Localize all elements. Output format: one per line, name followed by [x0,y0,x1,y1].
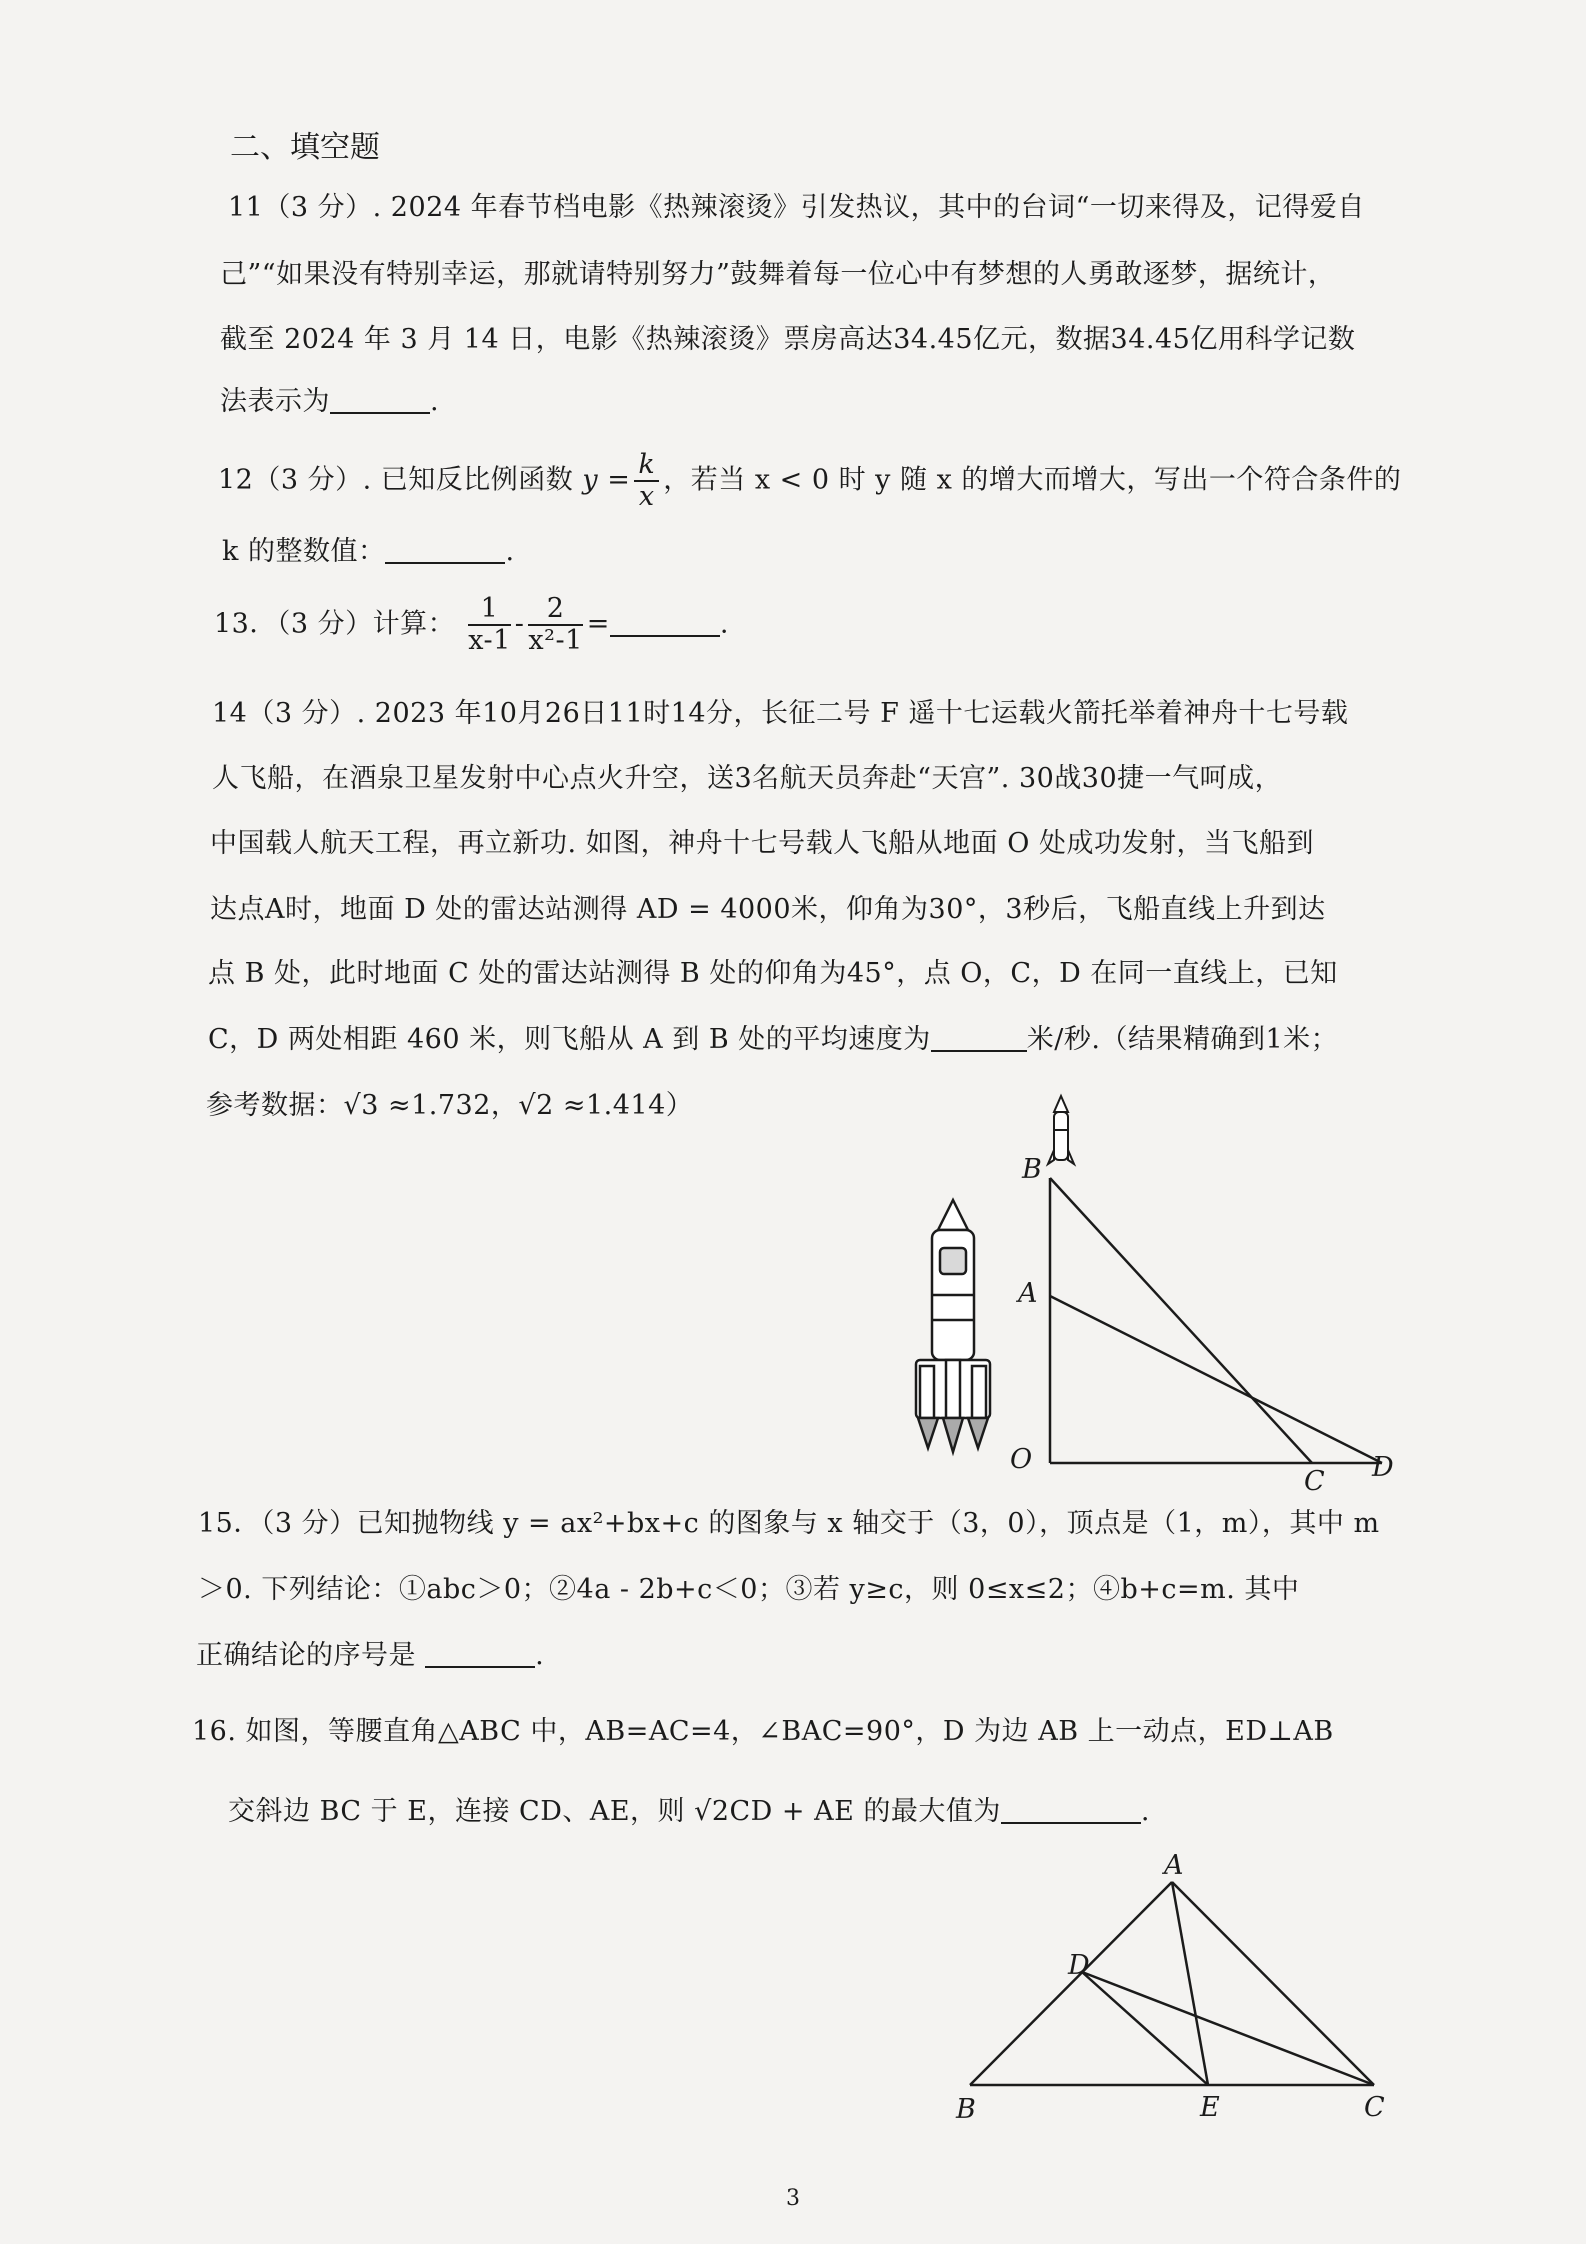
q14-line-6a: C，D 两处相距 460 米，则飞船从 A 到 B 处的平均速度为 [208,1024,931,1055]
q16-line-2 [228,1794,1150,1830]
q15-line-3-text: 正确结论的序号是 [196,1640,416,1671]
q15-answer-blank[interactable] [425,1640,535,1668]
q15-line-3 [196,1638,544,1674]
q16-line-1: 16. 如图，等腰直角△ABC 中，AB=AC=4，∠BAC=90°，D 为边 AB 上一动点，ED⊥AB [192,1716,1334,1747]
q14-line-6b: 米/秒.（结果精确到1米； [1026,1024,1339,1055]
q16-answer-blank[interactable] [1001,1796,1141,1824]
q12-prefix: 12（3 分）. 已知反比例函数 [218,464,574,496]
q16-label-A: A [1164,1850,1184,1881]
q16-label-E: E [1200,2092,1220,2123]
q13-f1-num: 1 [468,594,511,626]
small-rocket-icon [1048,1096,1074,1164]
q13-equals: = [586,608,610,640]
q16-label-D: D [1068,1950,1090,1981]
q15-line-3-end: . [535,1640,545,1671]
q11-line-2: 己”“如果没有特别幸运，那就请特别努力”鼓舞着每一位心中有梦想的人勇敢逐梦，据统计， [220,259,1336,290]
q14-line-4: 达点A时，地面 D 处的雷达站测得 AD = 4000米，仰角为30°，3秒后，飞船直线上升到达 [210,894,1326,925]
q14-label-B: B [1022,1154,1042,1185]
q11-line-4-end: . [430,386,440,417]
q14-line-1: 14（3 分）. 2023 年10月26日11时14分，长征二号 F 遥十七运载火箭托举着神舟十七号载 [212,698,1349,729]
q16-label-B: B [956,2094,976,2125]
q16-line-2-text: 交斜边 BC 于 E，连接 CD、AE，则 √2CD + AE 的最大值为 [228,1796,1001,1827]
q12-line-2-text: k 的整数值： [222,536,386,567]
q14-line-2: 人飞船，在酒泉卫星发射中心点火升空，送3名航天员奔赴“天宫”. 30战30捷一气呵成， [212,763,1283,794]
q13-end: . [719,608,729,640]
page-number: 3 [786,2186,800,2211]
q13-prefix: 13．（3 分）计算： [214,608,456,640]
q13-f2-num: 2 [528,594,582,626]
q15-line-2: ＞0. 下列结论：①abc＞0；②4a - 2b+c＜0；③若 y≥c，则 0≤x≤2；④b+c=m. 其中 [198,1574,1300,1605]
q14-line-7: 参考数据：√3 ≈1.732，√2 ≈1.414） [206,1090,694,1121]
q12-num: k [634,450,659,482]
section-title: 二、填空题 [230,130,380,165]
q14-triangle [1050,1178,1382,1463]
q12-line-2-end: . [505,536,515,567]
large-rocket-icon [916,1200,990,1452]
q13-minus: - [514,608,525,640]
q14-label-O: O [1010,1444,1033,1475]
q14-line-3: 中国载人航天工程，再立新功. 如图，神舟十七号载人飞船从地面 O 处成功发射，当飞船到 [210,828,1314,859]
q11-line-1: 11（3 分）. 2024 年春节档电影《热辣滚烫》引发热议，其中的台词“一切来得及，记得爱自 [228,192,1365,223]
q12-suffix: ，若当 x < 0 时 y 随 x 的增大而增大，写出一个符合条件的 [663,464,1402,496]
q15-line-1: 15．（3 分）已知抛物线 y = ax²+bx+c 的图象与 x 轴交于（3，0），顶点是（1，m），其中 m [198,1508,1380,1539]
q16-label-C: C [1364,2092,1385,2123]
q11-line-3: 截至 2024 年 3 月 14 日，电影《热辣滚烫》票房高达34.45亿元，数据34.45亿用科学记数 [220,324,1356,355]
q14-label-C: C [1304,1466,1325,1497]
q12-lhs: y = [582,464,631,496]
q13-f2-den: x²-1 [528,625,583,656]
q14-label-D: D [1372,1452,1394,1483]
q14-line-5: 点 B 处，此时地面 C 处的雷达站测得 B 处的仰角为45°，点 O，C，D 在同一直线上，已知 [208,958,1338,989]
q12-den: x [638,481,655,512]
q16-line-2-end: . [1140,1796,1150,1827]
q13-f1-den: x-1 [468,625,511,656]
q16-triangle [970,1882,1374,2085]
q14-label-A: A [1018,1278,1038,1309]
q11-line-4-text: 法表示为 [220,386,330,417]
